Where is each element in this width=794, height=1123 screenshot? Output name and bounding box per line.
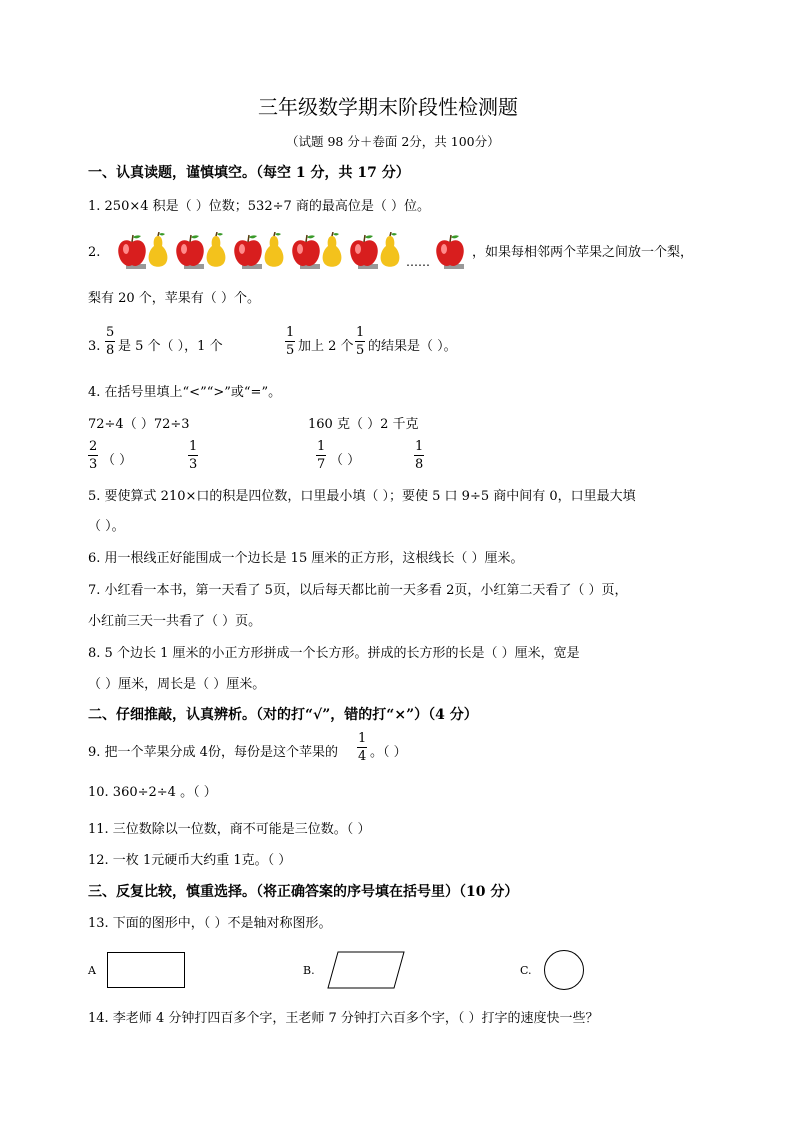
question-2-text-a: ，如果每相邻两个苹果之间放一个梨， — [472, 245, 694, 260]
question-13: 13. 下面的图形中，（ ）不是轴对称图形。 — [88, 916, 332, 931]
compare-blank-1: （ ） — [102, 453, 133, 468]
fraction-2-3: 2 3 — [89, 439, 98, 472]
apple-icon — [232, 234, 264, 270]
question-2-number: 2. — [88, 245, 101, 260]
apple-icon — [434, 234, 466, 270]
question-4: 4. 在括号里填上“<”“>”或“=”。 — [88, 385, 282, 400]
question-9-part2: 。（ ） — [370, 745, 407, 760]
compare-blank-2: （ ） — [330, 453, 361, 468]
question-4-row1-right: 160 克（ ）2 千克 — [308, 417, 419, 432]
question-8-line1: 8. 5 个边长 1 厘米的小正方形拼成一个长方形。拼成的长方形的长是（ ）厘米，宽是 — [88, 646, 580, 661]
fraction-1-5: 1 5 — [356, 325, 365, 358]
question-10: 10. 360÷2÷4 。（ ） — [88, 785, 217, 800]
ellipsis: …… — [406, 255, 430, 269]
option-b-label: B. — [303, 964, 315, 977]
pear-icon — [378, 232, 402, 270]
question-3-part1: 是 5 个（ ），1 个 — [118, 339, 223, 354]
apple-icon — [290, 234, 322, 270]
question-11: 11. 三位数除以一位数，商不可能是三位数。（ ） — [88, 822, 371, 837]
pear-icon — [146, 232, 170, 270]
apple-icon — [116, 234, 148, 270]
fraction-1-4: 1 4 — [358, 731, 367, 764]
pear-icon — [262, 232, 286, 270]
fruit-row — [116, 232, 466, 272]
question-3-part2: 加上 2 个 — [298, 339, 354, 354]
question-2-text-b: 梨有 20 个，苹果有（ ）个。 — [88, 291, 260, 306]
option-c-label: C. — [520, 964, 532, 977]
question-9-part1: 9. 把一个苹果分成 4份，每份是这个苹果的 — [88, 745, 338, 760]
fraction-1-8: 1 8 — [415, 439, 424, 472]
question-5-line1: 5. 要使算式 210×口的积是四位数，口里最小填（ ）；要使 5 口 9÷5 商中间有 0，口里最大填 — [88, 489, 636, 504]
section-1-heading: 一、认真读题，谨慎填空。（每空 1 分，共 17 分） — [88, 165, 410, 181]
pear-icon — [204, 232, 228, 270]
apple-icon — [348, 234, 380, 270]
question-12: 12. 一枚 1元硬币大约重 1克。（ ） — [88, 853, 292, 868]
page-title: 三年级数学期末阶段性检测题 — [258, 95, 518, 119]
rectangle-shape — [107, 952, 185, 988]
parallelogram-shape — [326, 950, 406, 990]
circle-shape — [543, 949, 585, 991]
question-3-part3: 的结果是（ ）。 — [368, 339, 457, 354]
question-7-line1: 7. 小红看一本书，第一天看了 5页，以后每天都比前一天多看 2页，小红第二天看了（ ）页， — [88, 583, 628, 598]
question-7-line2: 小红前三天一共看了（ ）页。 — [88, 614, 262, 629]
option-a-label: A — [88, 964, 96, 977]
apple-icon — [174, 234, 206, 270]
pear-icon — [320, 232, 344, 270]
question-3-number: 3. — [88, 339, 101, 354]
fraction-1-3: 1 3 — [189, 439, 198, 472]
question-1: 1. 250×4 积是（ ）位数；532÷7 商的最高位是（ ）位。 — [88, 199, 431, 214]
fraction-1-5: 1 5 — [286, 325, 295, 358]
section-3-heading: 三、反复比较，慎重选择。（将正确答案的序号填在括号里）（10 分） — [88, 884, 519, 900]
question-14: 14. 李老师 4 分钟打四百多个字，王老师 7 分钟打六百多个字，（ ）打字的速度快一些？ — [88, 1011, 599, 1026]
question-8-line2: （ ）厘米，周长是（ ）厘米。 — [88, 677, 266, 692]
fraction-5-8: 5 8 — [106, 325, 115, 358]
question-6: 6. 用一根线正好能围成一个边长是 15 厘米的正方形，这根线长（ ）厘米。 — [88, 551, 524, 566]
question-4-row1-left: 72÷4（ ）72÷3 — [88, 417, 190, 432]
fraction-1-7: 1 7 — [317, 439, 326, 472]
page-subtitle: （试题 98 分＋卷面 2分，共 100分） — [286, 134, 500, 149]
section-2-heading: 二、仔细推敲，认真辨析。（对的打“√”，错的打“×”）（4 分） — [88, 707, 478, 723]
question-5-line2: （ ）。 — [88, 519, 125, 534]
